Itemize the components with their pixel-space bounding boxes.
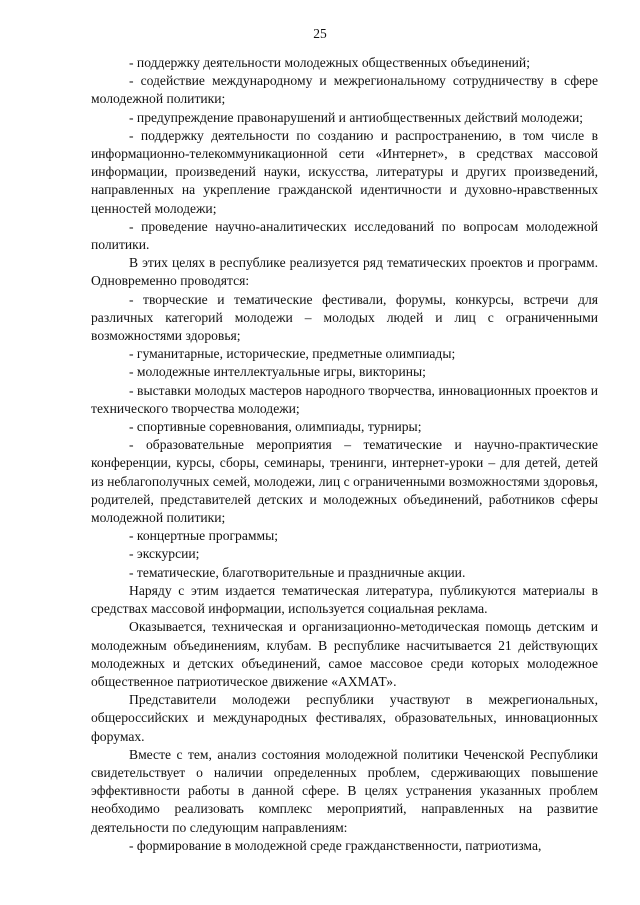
paragraph: - молодежные интеллектуальные игры, викторины; [129,364,426,380]
paragraph: - творческие и тематические фестивали, форумы, конкурсы, встречи для различных категорий молодежи – молодых людей и лиц с ограниченными возможностями здоровья; [91,291,598,344]
paragraph: В этих целях в республике реализуется ряд тематических проектов и программ. Одновременно проводятся: [91,255,598,289]
paragraph: - содействие международному и межрегиональному сотрудничеству в сфере молодежной политики; [91,73,598,107]
paragraph: Наряду с этим издается тематическая литература, публикуются материалы в средствах массовой информации, используется социальная реклама. [91,582,598,617]
paragraph: - гуманитарные, исторические, предметные олимпиады; [129,346,456,362]
paragraph: - предупреждение правонарушений и антиобщественных действий молодежи; [129,109,584,125]
paragraph: - спортивные соревнования, олимпиады, турниры; [129,419,422,435]
paragraph: Оказывается, техническая и организационно-методическая помощь детским и молодежным объединениям, клубам. В республике насчитывается 21 действующих молодежных и детских объединений, самое массовое среди которых молодежное общественное патриотическое движение «АХМАТ». [91,619,598,689]
paragraph: - образовательные мероприятия – тематические и научно-практические конференции, курсы, сборы, семинары, тренинги, интернет-уроки – для детей, детей из неблагополучных семей, молодежи, лиц с ограниченными возможностями здоровья, родителей, представителей детских и молодежных объединений, работников сферы молодежной политики; [91,437,598,526]
paragraph: - формирование в молодежной среде гражданственности, патриотизма, [129,837,542,853]
paragraph: - проведение научно-аналитических исследований по вопросам молодежной политики. [91,218,598,253]
page-number: 25 [313,26,327,41]
paragraph: - тематические, благотворительные и праздничные акции. [129,564,466,580]
paragraph: Представители молодежи республики участвуют в межрегиональных, общероссийских и международных фестивалях, образовательных, инновационных форумах. [91,692,598,744]
paragraph: Вместе с тем, анализ состояния молодежной политики Чеченской Республики свидетельствует о наличии определенных проблем, сдерживающих повышение эффективности работы в данной сфере. В целях устранения указанных проблем необходимо реализовать комплекс мероприятий, направленных на развитие деятельности по следующим направлениям: [91,746,598,835]
paragraph: - концертные программы; [129,528,279,544]
paragraph: - поддержку деятельности по созданию и распространению, в том числе в информационно-телекоммуникационной сети «Интернет», в средствах массовой информации, произведений науки, искусства, литературы и других произведений, направленных на укрепление гражданской идентичности и духовно-нравственных ценностей молодежи; [91,127,598,216]
body-text [91,54,598,855]
paragraph: - экскурсии; [129,546,200,562]
paragraph: - выставки молодых мастеров народного творчества, инновационных проектов и технического творчества молодежи; [91,382,598,416]
paragraph: - поддержку деятельности молодежных общественных объединений; [129,55,530,70]
